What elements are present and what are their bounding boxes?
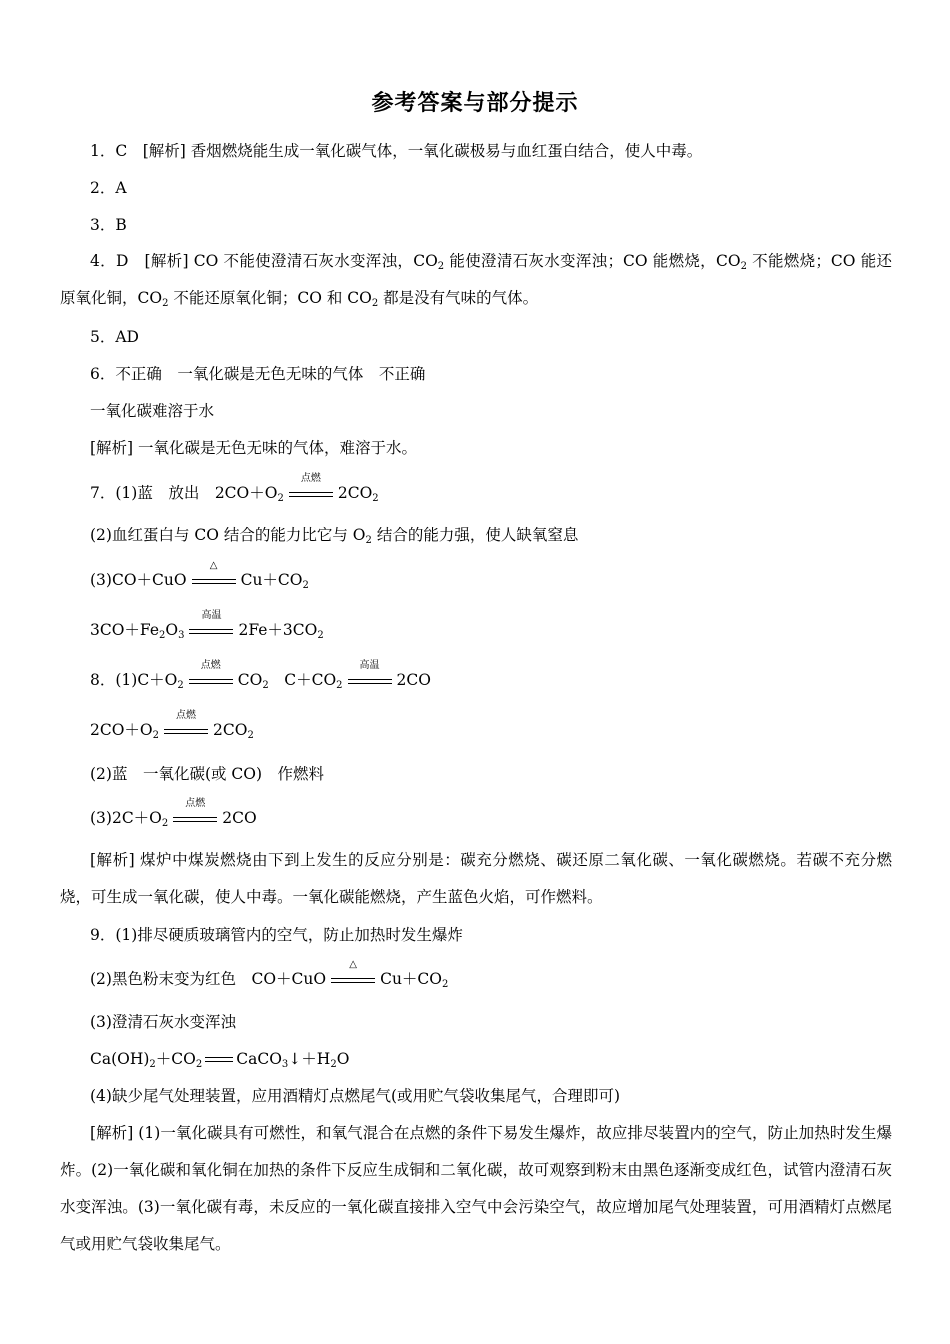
reaction-arrow: △ bbox=[190, 571, 238, 591]
answer-1: 1．C [解析] 香烟燃烧能生成一氧化碳气体，一氧化碳极易与血红蛋白结合，使人中毒。 bbox=[90, 142, 703, 160]
answer-8-line-1: 8．$(1)C+O_2$ 点燃 $CO_2$ $C+CO_2$ 高温 2CO bbox=[90, 660, 431, 691]
reaction-arrow: 高温 bbox=[346, 671, 394, 691]
answer-7-line-3: (3)CO＋CuO △ $Cu+CO_2$ bbox=[90, 560, 309, 591]
answer-7-line-1: 7．(1)蓝 放出 $2CO+O_2$ 点燃 $2CO_2$ bbox=[90, 473, 379, 504]
answer-3: 3．B bbox=[90, 216, 127, 234]
reaction-arrow: 点燃 bbox=[187, 671, 235, 691]
answer-6-line-2: 一氧化碳难溶于水 bbox=[90, 402, 215, 420]
answer-9-line-4: $Ca(OH)_2+CO_2$ $CaCO_3↓+H_2O$ bbox=[90, 1050, 350, 1070]
page-title: 参考答案与部分提示 bbox=[371, 91, 579, 116]
answer-9-line-3: (3)澄清石灰水变浑浊 bbox=[90, 1013, 236, 1031]
answer-2: 2．A bbox=[90, 179, 127, 197]
answer-6-analysis: [解析] 一氧化碳是无色无味的气体，难溶于水。 bbox=[90, 439, 418, 457]
reaction-arrow: 点燃 bbox=[287, 484, 335, 504]
answer-9-analysis: [解析] (1)一氧化碳具有可燃性，和氧气混合在点燃的条件下易发生爆炸，故应排尽装置内的空气，防止加热时发生爆炸。(2)一氧化碳和氧化铜在加热的条件下反应生成铜和二氧化碳，故可观察到粉末由黑色逐渐变成红色，试管内澄清石灰水变浑浊。(3)一氧化碳有毒，未反应的一氧化碳直接排入空气中会污染空气，故应增加尾气处理装置，可用酒精灯点燃尾气或用贮气袋收集尾气。 bbox=[60, 1124, 892, 1253]
answer-9-line-5: (4)缺少尾气处理装置，应用酒精灯点燃尾气(或用贮气袋收集尾气，合理即可) bbox=[90, 1087, 621, 1105]
answer-7-line-2: (2)血红蛋白与 CO 结合的能力比它与 $O_2$ 结合的能力强，使人缺氧窒息 bbox=[90, 526, 579, 546]
answer-6-line-1: 6．不正确 一氧化碳是无色无味的气体 不正确 bbox=[90, 365, 426, 383]
answer-8-line-3: (2)蓝 一氧化碳(或 CO) 作燃料 bbox=[90, 765, 325, 783]
answer-5: 5．AD bbox=[90, 328, 139, 346]
reaction-arrow: 点燃 bbox=[162, 721, 210, 741]
answer-8-line-2: $2CO+O_2$ 点燃 $2CO_2$ bbox=[90, 710, 254, 741]
answer-9-line-2: (2)黑色粉末变为红色 CO＋CuO △ $Cu+CO_2$ bbox=[90, 959, 449, 990]
answer-8-analysis: [解析] 煤炉中煤炭燃烧由下到上发生的反应分别是：碳充分燃烧、碳还原二氧化碳、一氧化碳燃烧。若碳不充分燃烧，可生成一氧化碳，使人中毒。一氧化碳能燃烧，产生蓝色火焰，可作燃料。 bbox=[60, 851, 892, 906]
reaction-arrow: △ bbox=[329, 970, 377, 990]
answer-8-line-4: $(3)2C+O_2$ 点燃 2CO bbox=[90, 798, 257, 829]
reaction-arrow: 点燃 bbox=[171, 809, 219, 829]
answer-9-line-1: 9．(1)排尽硬质玻璃管内的空气，防止加热时发生爆炸 bbox=[90, 926, 463, 944]
answer-4: 4．D [解析] CO 不能使澄清石灰水变浑浊，$CO_2$ 能使澄清石灰水变浑浊；CO 能燃烧，$CO_2$ 不能燃烧；CO 能还原氧化铜，$CO_2$ 不能还原氧化铜；CO 和 $CO_2$ 都是没有气味的气体。 bbox=[60, 252, 892, 309]
reaction-arrow bbox=[204, 1054, 234, 1066]
answer-7-line-4: $3CO+Fe_2O_3$ 高温 $2Fe+3CO_2$ bbox=[90, 610, 324, 641]
reaction-arrow: 高温 bbox=[187, 621, 235, 641]
